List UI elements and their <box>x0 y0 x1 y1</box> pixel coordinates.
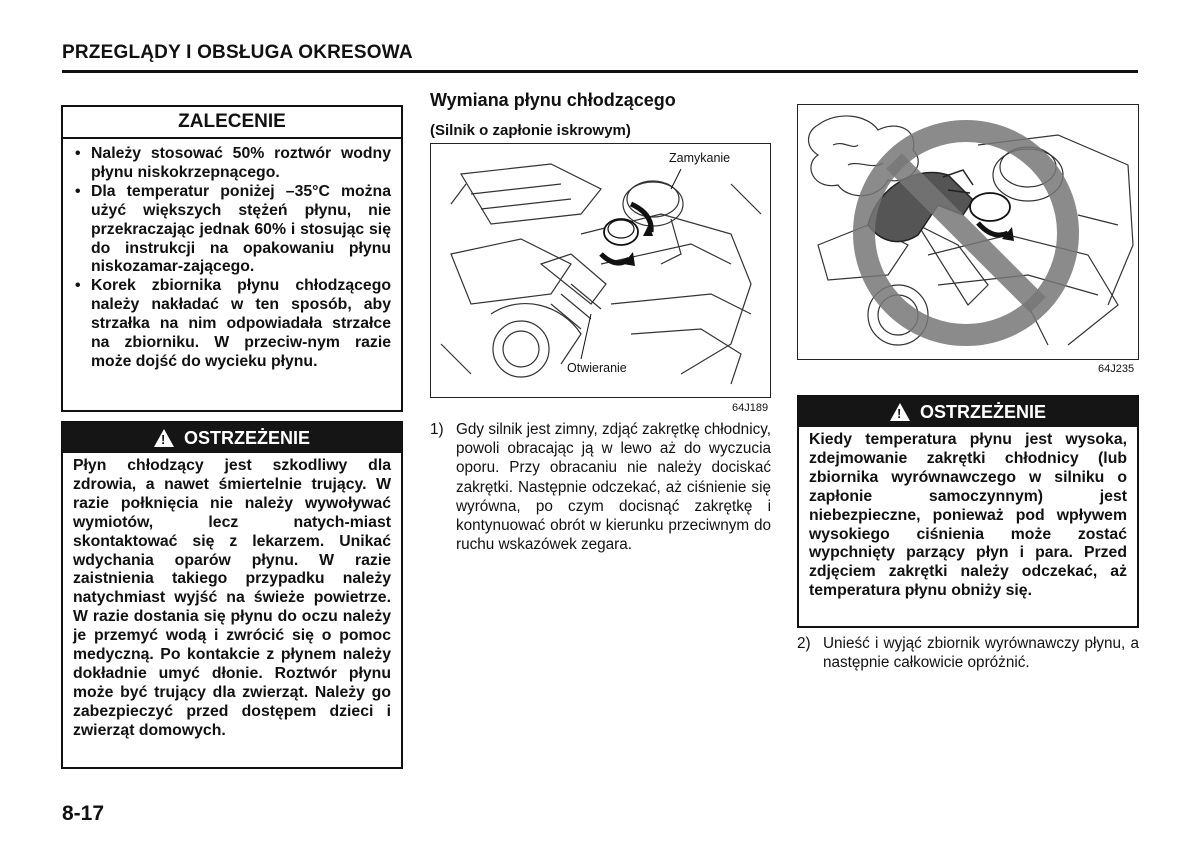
warning-header <box>799 397 1137 427</box>
recommendation-list <box>63 139 401 376</box>
warning-box-right <box>797 395 1139 628</box>
section-subtitle: (Silnik o zapłonie iskrowym) <box>430 122 631 139</box>
step-text: Gdy silnik jest zimny, zdjąć zakrętkę chłodnicy, powoli obracając ją w lewo aż do wyczucia oporu. Przy obracaniu nie należy dociskać zakrętki. Następnie odczekać, aż ciśnienie się wyrówna, po czym docisnąć zakrętkę i kontynuować obrót w kierunku przeciwnym do ruchu wskazówek zegara. <box>456 421 771 554</box>
prohibited-cap-illustration <box>798 105 1139 360</box>
step-number: 1) <box>430 421 444 438</box>
recommendation-title: ZALECENIE <box>63 107 401 139</box>
figure-code: 64J235 <box>1098 363 1135 375</box>
step-text: Unieść i wyjąć zbiornik wyrównawczy płynu, a następnie całkowicie opróżnić. <box>823 635 1139 672</box>
page-number: 8-17 <box>62 802 105 825</box>
warning-header <box>63 423 401 453</box>
label-closing: Zamykanie <box>669 151 731 165</box>
warning-icon: ! <box>890 403 910 421</box>
step-number: 2) <box>797 635 811 652</box>
section-title: Wymiana płynu chłodzącego <box>430 90 676 110</box>
engine-cap-illustration <box>431 144 771 398</box>
recommendation-item: • Należy stosować 50% roztwór wodny płynu niskokrzepnącego. <box>73 145 391 183</box>
figure-radiator-cap <box>430 143 771 398</box>
warning-text: Płyn chłodzący jest szkodliwy dla zdrowia, a nawet śmiertelnie trujący. W razie połknięcia nie należy wywoływać wymiotów, lecz natych-miast skontaktować się z lekarzem. Unikać wdychania oparów płynu. W razie zaistnienia takiego przypadku należy natychmiast wyjść na świeże powietrze. W razie dostania się płynu do oczu należy je przemyć wodą i zwrócić się o pomoc medyczną. Po kontakcie z płynem należy dokładnie umyć dłonie. Roztwór płynu może być trujący dla zwierząt. Należy go zabezpieczyć przed dostępem dzieci i zwierząt domowych. <box>73 457 391 739</box>
label-opening: Otwieranie <box>567 361 627 375</box>
figure-hot-cap-warning <box>797 104 1139 360</box>
recommendation-box <box>61 105 403 412</box>
warning-icon: ! <box>154 429 174 447</box>
header-rule <box>62 70 1138 73</box>
figure-code: 64J189 <box>732 402 769 414</box>
recommendation-item: • Korek zbiornika płynu chłodzącego należy nakładać w ten sposób, aby strzałka na nim odpowiadała strzałce na zbiorniku. W przeciw-nym razie może dojść do wycieku płynu. <box>73 277 391 372</box>
page-header-title: PRZEGLĄDY I OBSŁUGA OKRESOWA <box>62 42 413 63</box>
warning-text: Kiedy temperatura płynu jest wysoka, zdejmowanie zakrętki chłodnicy (lub zbiornika wyrównawczego w silniku o zapłonie samoczynnym) jest niebezpieczne, ponieważ pod wpływem wysokiego ciśnienia może zostać wypchnięty parzący płyn i para. Przed zdjęciem zakrętki należy odczekać, aż temperatura płynu obniży się. <box>809 431 1127 600</box>
recommendation-item: • Dla temperatur poniżej –35°C można użyć większych stężeń płynu, nie przekraczając jednak 60% i stosując się do instrukcji na opakowaniu płynu niskozamar-zającego. <box>73 183 391 278</box>
warning-box-left <box>61 421 403 769</box>
step-1 <box>430 420 771 554</box>
warning-title: OSTRZEŻENIE <box>919 401 1046 422</box>
step-2 <box>797 634 1139 672</box>
warning-title: OSTRZEŻENIE <box>183 427 310 448</box>
